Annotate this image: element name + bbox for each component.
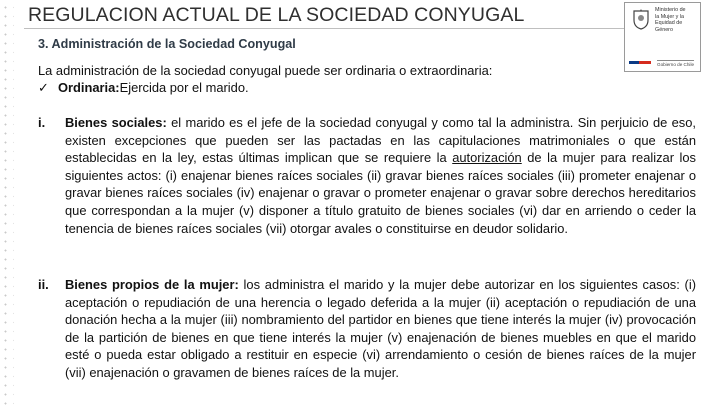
item-text-continued: de la mujer para realizar los siguientes actos: (i) enajenar bienes raíces sociales (ii) gravar bienes raíces sociales (iii) prometer enajenar o gravar bienes raíces sociales (iv) enajenar o gravar o prometer enajenar o gravar sobre derechos hereditarios que correspondan a la mujer (v) disponer a título gratuito de bienes sociales (vi) dar en arriendo o ceder la tenencia de bienes raíces sociales (vii) otorgar avales o constituirse en deudor solidario. [65,150,696,236]
item-text: los administra el marido y la mujer debe autorizar en los siguientes casos: (i) aceptación o repudiación de una herencia o legado deferida a la mujer (ii) aceptación o repudiación de una donación hecha a la mujer (iii) nombramiento del partidor en bienes que tiene interés la mujer (iv) provocación de la partición de bienes en que tiene interés la mujer (v) enajenación de bienes muebles en que el marido esté o pueda estar obligado a restituir en especie (vi) arrendamiento o cesión de bienes raíces de la mujer (vii) enajenación o gravamen de bienes raíces de la mujer. [65,277,696,380]
section-heading: 3. Administración de la Sociedad Conyugal [38,37,296,51]
logo-line: Género [655,26,673,33]
check-icon: ✓ [38,80,49,95]
logo-line: Ministerio de [655,7,686,13]
logo-footer: Gobierno de Chile [657,62,695,67]
item-text: el marido es el jefe de la sociedad conyugal y como tal la administra. Sin perjuicio de eso, existen excepciones que pueden ser las pactadas en las capitulaciones matrimoniales o que están establecidas en la ley, estas últimas implican que se requiere la [65,115,697,166]
ordinaria-text: Ejercida por el marido. [119,80,249,95]
logo-line: la Mujer y la [655,13,685,20]
list-item-bienes-sociales [38,114,696,237]
logo-line: Equidad de [655,20,683,27]
flag-bar-blue [629,61,639,64]
item-body [65,276,696,382]
item-underlined-text: autorización [452,150,522,166]
intro-text: La administración de la sociedad conyugal puede ser ordinaria o extraordinaria: [38,63,493,78]
list-item-bienes-propios [38,276,696,382]
item-number: ii. [38,277,49,292]
title-divider [24,28,624,29]
item-number: i. [38,115,46,130]
item-body [65,114,696,237]
ministry-logo [624,2,701,72]
dotted-margin-decoration [0,0,14,405]
ordinaria-label: Ordinaria: [58,80,120,95]
logo-text [655,7,697,33]
item-lead: Bienes sociales: [65,115,167,130]
flag-bar-red [639,61,651,64]
coat-of-arms-icon [631,8,651,30]
item-lead: Bienes propios de la mujer: [65,277,239,292]
slide-title: REGULACION ACTUAL DE LA SOCIEDAD CONYUGAL [28,4,525,26]
ordinaria-line [38,80,249,96]
